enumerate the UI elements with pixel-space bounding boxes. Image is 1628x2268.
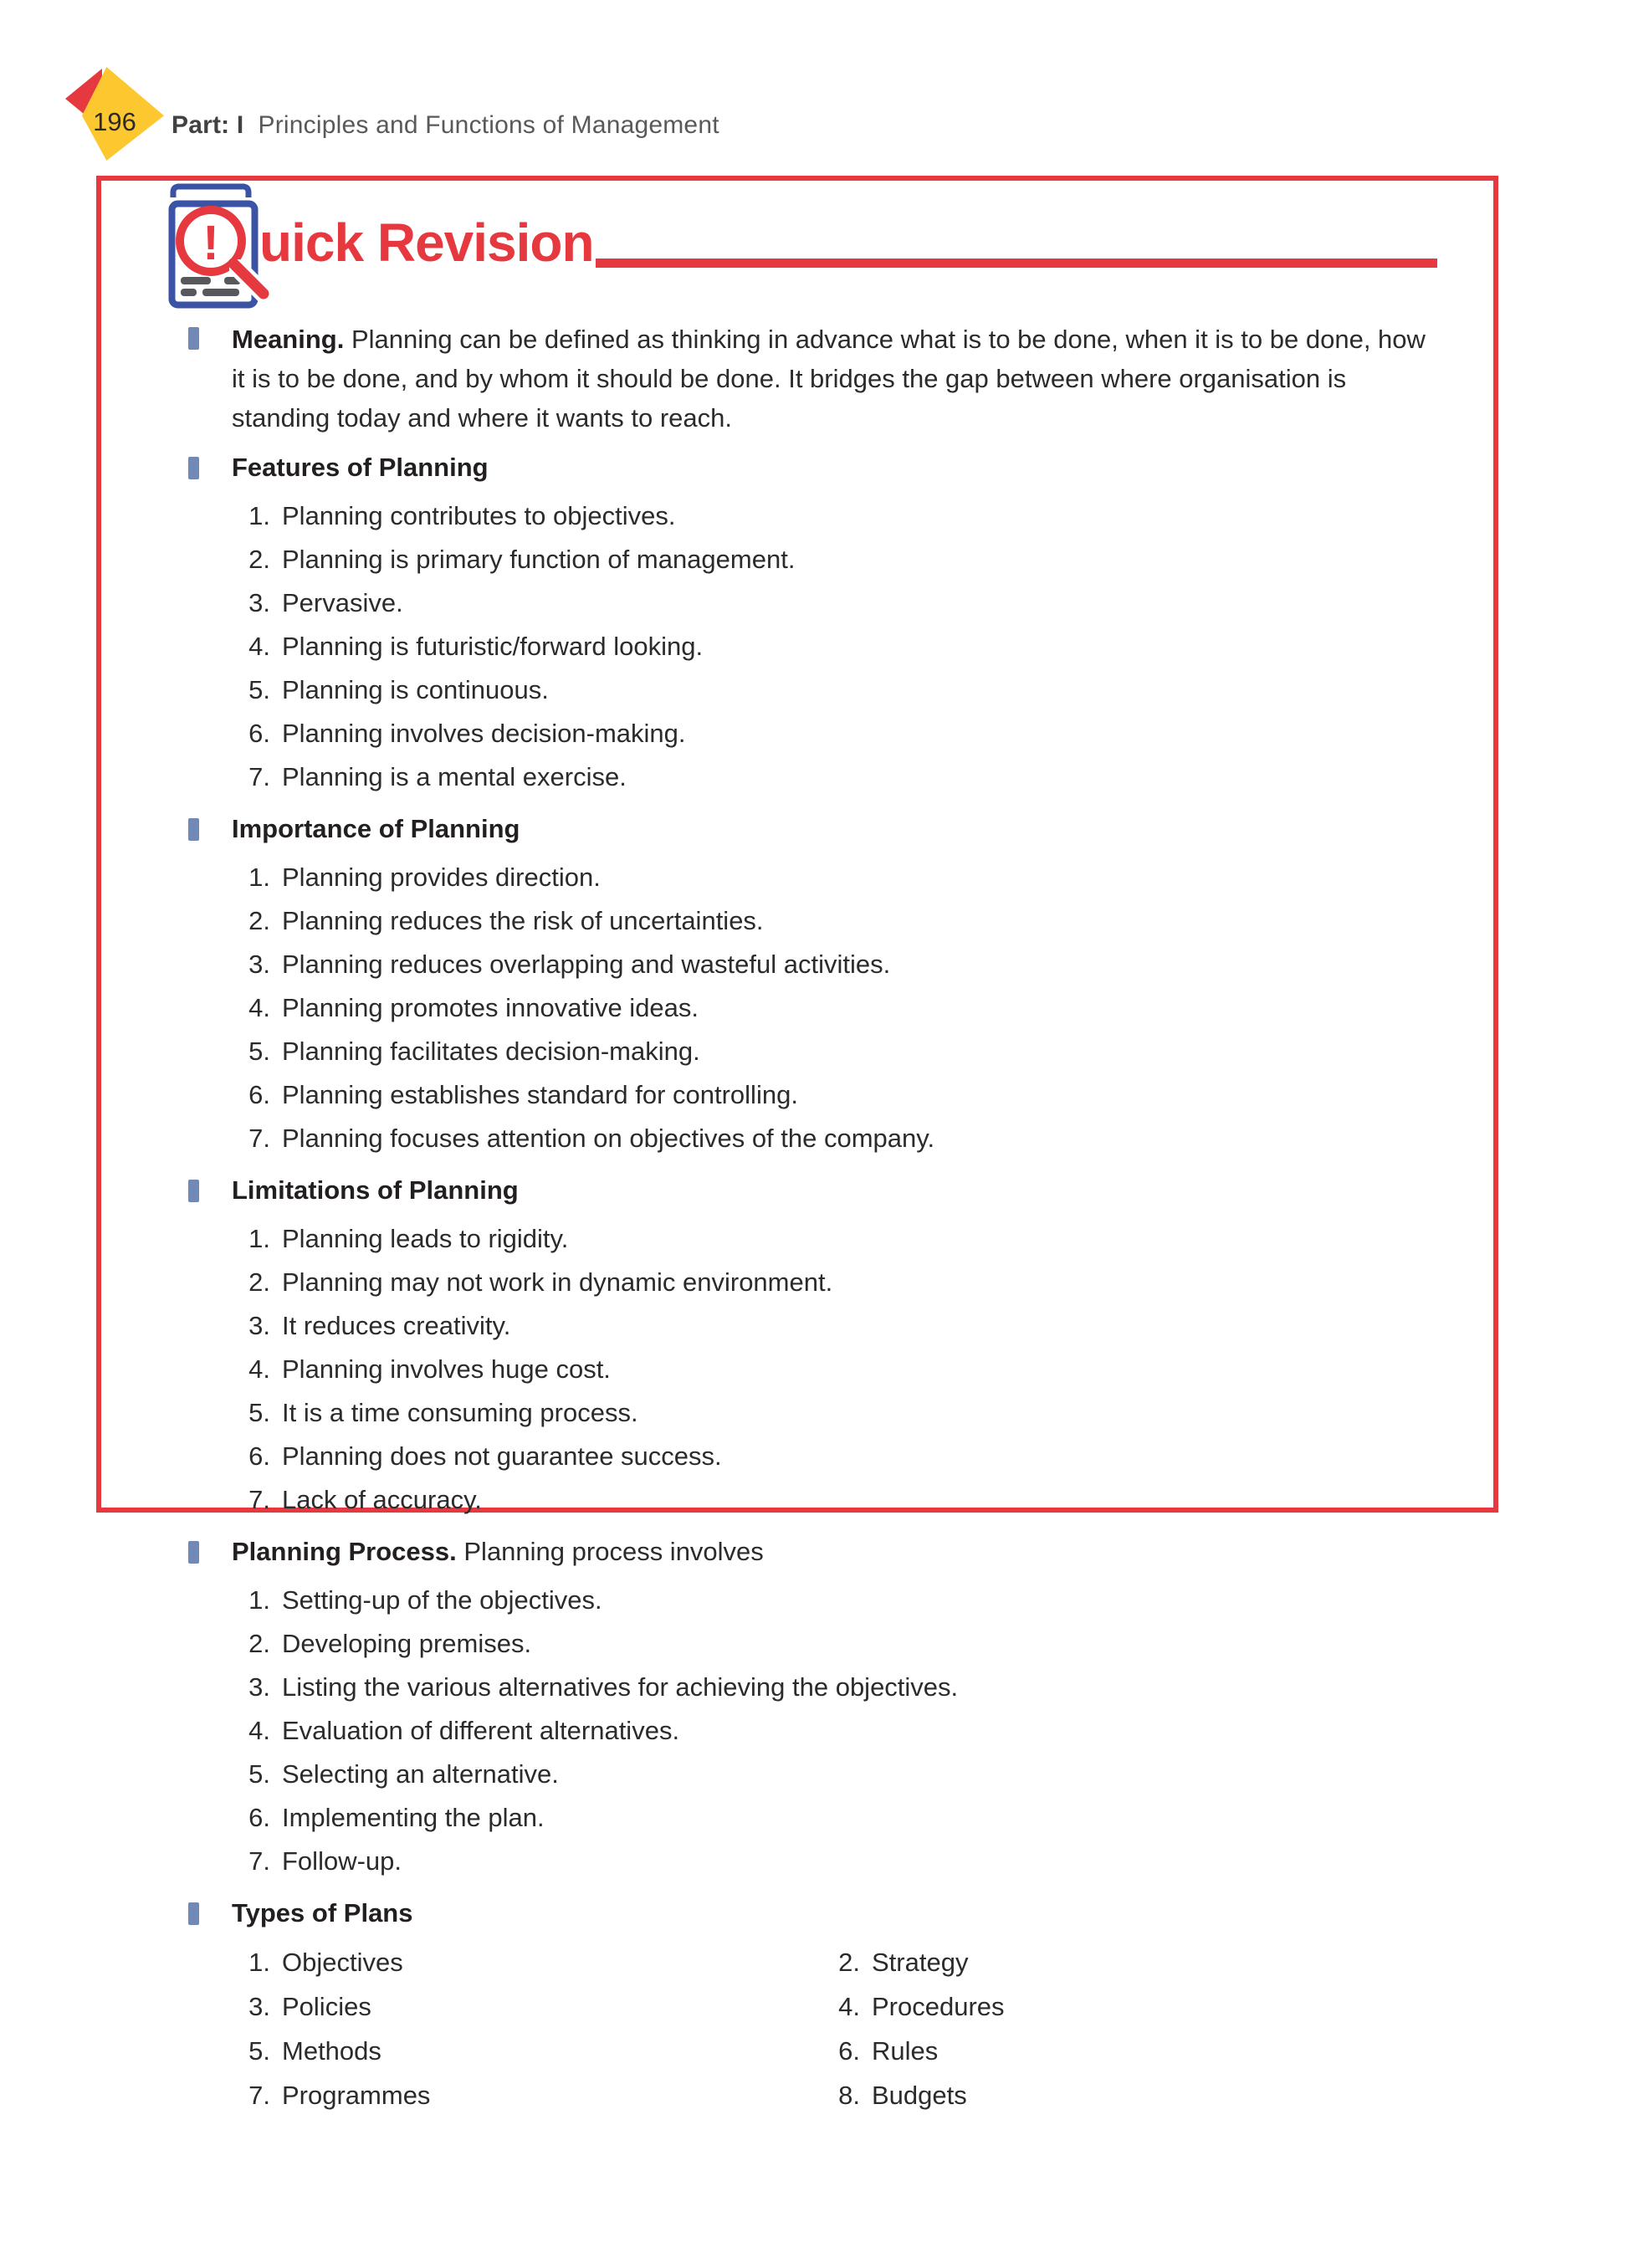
process-lead: Planning Process.: [232, 1537, 457, 1566]
item-number: 2.: [248, 906, 270, 935]
item-number: 1.: [248, 1585, 270, 1615]
item-number: 1.: [248, 501, 270, 530]
list-item: [188, 1753, 1443, 1796]
item-number: 2.: [248, 1629, 270, 1658]
item-number: 4.: [248, 632, 270, 661]
list-item: [188, 2073, 778, 2117]
list-item: [188, 1984, 778, 2029]
item-number: 6.: [248, 1803, 270, 1832]
list-item: [188, 494, 1443, 538]
section-bullet-icon: [188, 1902, 199, 1925]
item-text: Planning establishes standard for controlling.: [282, 1080, 798, 1109]
clip-bracket-icon: [173, 187, 248, 197]
list-item: [188, 1391, 1443, 1435]
page-number: 196: [93, 107, 136, 136]
item-number: 4.: [248, 1354, 270, 1384]
item-number: 6.: [248, 1080, 270, 1109]
section-heading: [232, 1533, 1443, 1570]
list-item: [188, 1796, 1443, 1840]
item-text: Programmes: [282, 2081, 431, 2110]
item-number: 1.: [248, 1948, 270, 1977]
item-text: Planning is primary function of management.: [282, 545, 796, 574]
exclamation-mark-icon: !: [202, 216, 219, 270]
item-number: 3.: [248, 1672, 270, 1702]
text-line-icon: [181, 289, 197, 296]
item-text: Developing premises.: [282, 1629, 532, 1658]
item-number: 2.: [248, 545, 270, 574]
item-text: Planning is a mental exercise.: [282, 762, 627, 791]
list-item: [188, 668, 1443, 712]
item-text: Planning facilitates decision-making.: [282, 1037, 700, 1066]
section-bullet-icon: [188, 327, 199, 350]
item-text: It reduces creativity.: [282, 1311, 511, 1340]
revision-content: [188, 320, 1443, 2117]
item-text: Planning may not work in dynamic environment.: [282, 1267, 833, 1297]
section-bullet-icon: [188, 818, 199, 841]
section-features-heading: [188, 449, 1443, 486]
item-number: 5.: [248, 1398, 270, 1427]
list-item: [188, 1940, 778, 1984]
text-line-icon: [202, 289, 239, 296]
list-item: [188, 1117, 1443, 1160]
list-item: [188, 943, 1443, 986]
section-bullet-icon: [188, 1541, 199, 1564]
list-item: [188, 1261, 1443, 1304]
item-text: Setting-up of the objectives.: [282, 1585, 602, 1615]
title-underline: [596, 259, 1437, 268]
meaning-lead: Meaning.: [232, 325, 345, 354]
list-item: [188, 538, 1443, 581]
list-item: [188, 2029, 778, 2073]
item-number: 6.: [838, 2036, 860, 2066]
item-text: Pervasive.: [282, 588, 403, 617]
types-list: [188, 1940, 1443, 2117]
features-list: [188, 494, 1443, 799]
item-number: 7.: [248, 1124, 270, 1153]
list-item: [188, 1217, 1443, 1261]
section-types-heading: [188, 1895, 1443, 1932]
item-text: Evaluation of different alternatives.: [282, 1716, 680, 1745]
item-number: 5.: [248, 1037, 270, 1066]
part-label: Part: I: [172, 111, 244, 139]
section-bullet-icon: [188, 457, 199, 479]
item-text: Follow-up.: [282, 1846, 402, 1876]
item-number: 7.: [248, 762, 270, 791]
text-line-icon: [181, 277, 211, 284]
item-text: Procedures: [872, 1992, 1005, 2021]
item-number: 3.: [248, 950, 270, 979]
running-head: [172, 111, 719, 140]
list-item: [188, 1073, 1443, 1117]
item-text: It is a time consuming process.: [282, 1398, 638, 1427]
item-number: 6.: [248, 1441, 270, 1471]
item-text: Planning reduces overlapping and wasteful activities.: [282, 950, 891, 979]
list-item: [778, 2073, 1443, 2117]
item-text: Selecting an alternative.: [282, 1759, 559, 1789]
item-number: 2.: [248, 1267, 270, 1297]
list-item: [188, 1666, 1443, 1709]
list-item: [188, 1709, 1443, 1753]
list-item: [188, 1435, 1443, 1478]
list-item: [188, 1478, 1443, 1522]
process-lead-text: Planning process involves: [456, 1537, 764, 1566]
list-item: [188, 986, 1443, 1030]
item-text: Planning provides direction.: [282, 863, 601, 892]
section-heading: Importance of Planning: [232, 814, 520, 843]
item-number: 5.: [248, 675, 270, 704]
list-item: [778, 1984, 1443, 2029]
quick-revision-title: uick Revision: [259, 212, 594, 273]
list-item: [188, 712, 1443, 755]
section-process-heading: [188, 1533, 1443, 1570]
meaning-paragraph: [232, 320, 1436, 438]
part-title: Principles and Functions of Management: [258, 111, 719, 139]
meaning-text: Planning can be defined as thinking in advance what is to be done, when it is to be done, how it is to be done, and by whom it should be done. It bridges the gap between where organisation is standing today and where it wants to reach.: [232, 325, 1426, 433]
section-heading: Limitations of Planning: [232, 1175, 519, 1205]
list-item: [188, 856, 1443, 899]
item-text: Planning contributes to objectives.: [282, 501, 676, 530]
section-limitations-heading: [188, 1172, 1443, 1209]
item-text: Strategy: [872, 1948, 969, 1977]
list-item: [188, 1348, 1443, 1391]
item-text: Planning does not guarantee success.: [282, 1441, 722, 1471]
limitations-list: [188, 1217, 1443, 1522]
item-text: Lack of accuracy.: [282, 1485, 482, 1514]
item-text: Planning leads to rigidity.: [282, 1224, 569, 1253]
item-text: Listing the various alternatives for achieving the objectives.: [282, 1672, 959, 1702]
section-importance-heading: [188, 811, 1443, 847]
item-text: Planning promotes innovative ideas.: [282, 993, 699, 1022]
list-item: [188, 581, 1443, 625]
item-text: Rules: [872, 2036, 939, 2066]
list-item: [778, 2029, 1443, 2073]
item-text: Planning focuses attention on objectives of the company.: [282, 1124, 935, 1153]
section-meaning: [188, 320, 1443, 438]
section-heading: Features of Planning: [232, 453, 489, 482]
section-heading: Types of Plans: [232, 1898, 413, 1928]
list-item: [188, 1579, 1443, 1622]
item-number: 4.: [248, 993, 270, 1022]
item-text: Policies: [282, 1992, 371, 2021]
item-text: Planning is futuristic/forward looking.: [282, 632, 704, 661]
item-number: 6.: [248, 719, 270, 748]
banner-title-row: [259, 212, 1437, 273]
item-number: 7.: [248, 2081, 270, 2110]
item-number: 4.: [838, 1992, 860, 2021]
item-text: Budgets: [872, 2081, 967, 2110]
item-number: 5.: [248, 2036, 270, 2066]
item-text: Methods: [282, 2036, 381, 2066]
list-item: [188, 1840, 1443, 1883]
item-number: 1.: [248, 1224, 270, 1253]
item-text: Planning reduces the risk of uncertainties.: [282, 906, 764, 935]
item-number: 5.: [248, 1759, 270, 1789]
item-number: 3.: [248, 1992, 270, 2021]
item-text: Planning involves decision-making.: [282, 719, 686, 748]
item-number: 7.: [248, 1485, 270, 1514]
list-item: [188, 1304, 1443, 1348]
list-item: [778, 1940, 1443, 1984]
item-number: 7.: [248, 1846, 270, 1876]
list-item: [188, 1622, 1443, 1666]
item-text: Planning is continuous.: [282, 675, 549, 704]
section-bullet-icon: [188, 1180, 199, 1202]
item-number: 4.: [248, 1716, 270, 1745]
importance-list: [188, 856, 1443, 1160]
list-item: [188, 1030, 1443, 1073]
item-number: 2.: [838, 1948, 860, 1977]
item-text: Objectives: [282, 1948, 403, 1977]
process-list: [188, 1579, 1443, 1883]
list-item: [188, 755, 1443, 799]
item-number: 3.: [248, 1311, 270, 1340]
item-number: 1.: [248, 863, 270, 892]
item-number: 8.: [838, 2081, 860, 2110]
item-text: Implementing the plan.: [282, 1803, 545, 1832]
list-item: [188, 625, 1443, 668]
item-number: 3.: [248, 588, 270, 617]
list-item: [188, 899, 1443, 943]
item-text: Planning involves huge cost.: [282, 1354, 611, 1384]
